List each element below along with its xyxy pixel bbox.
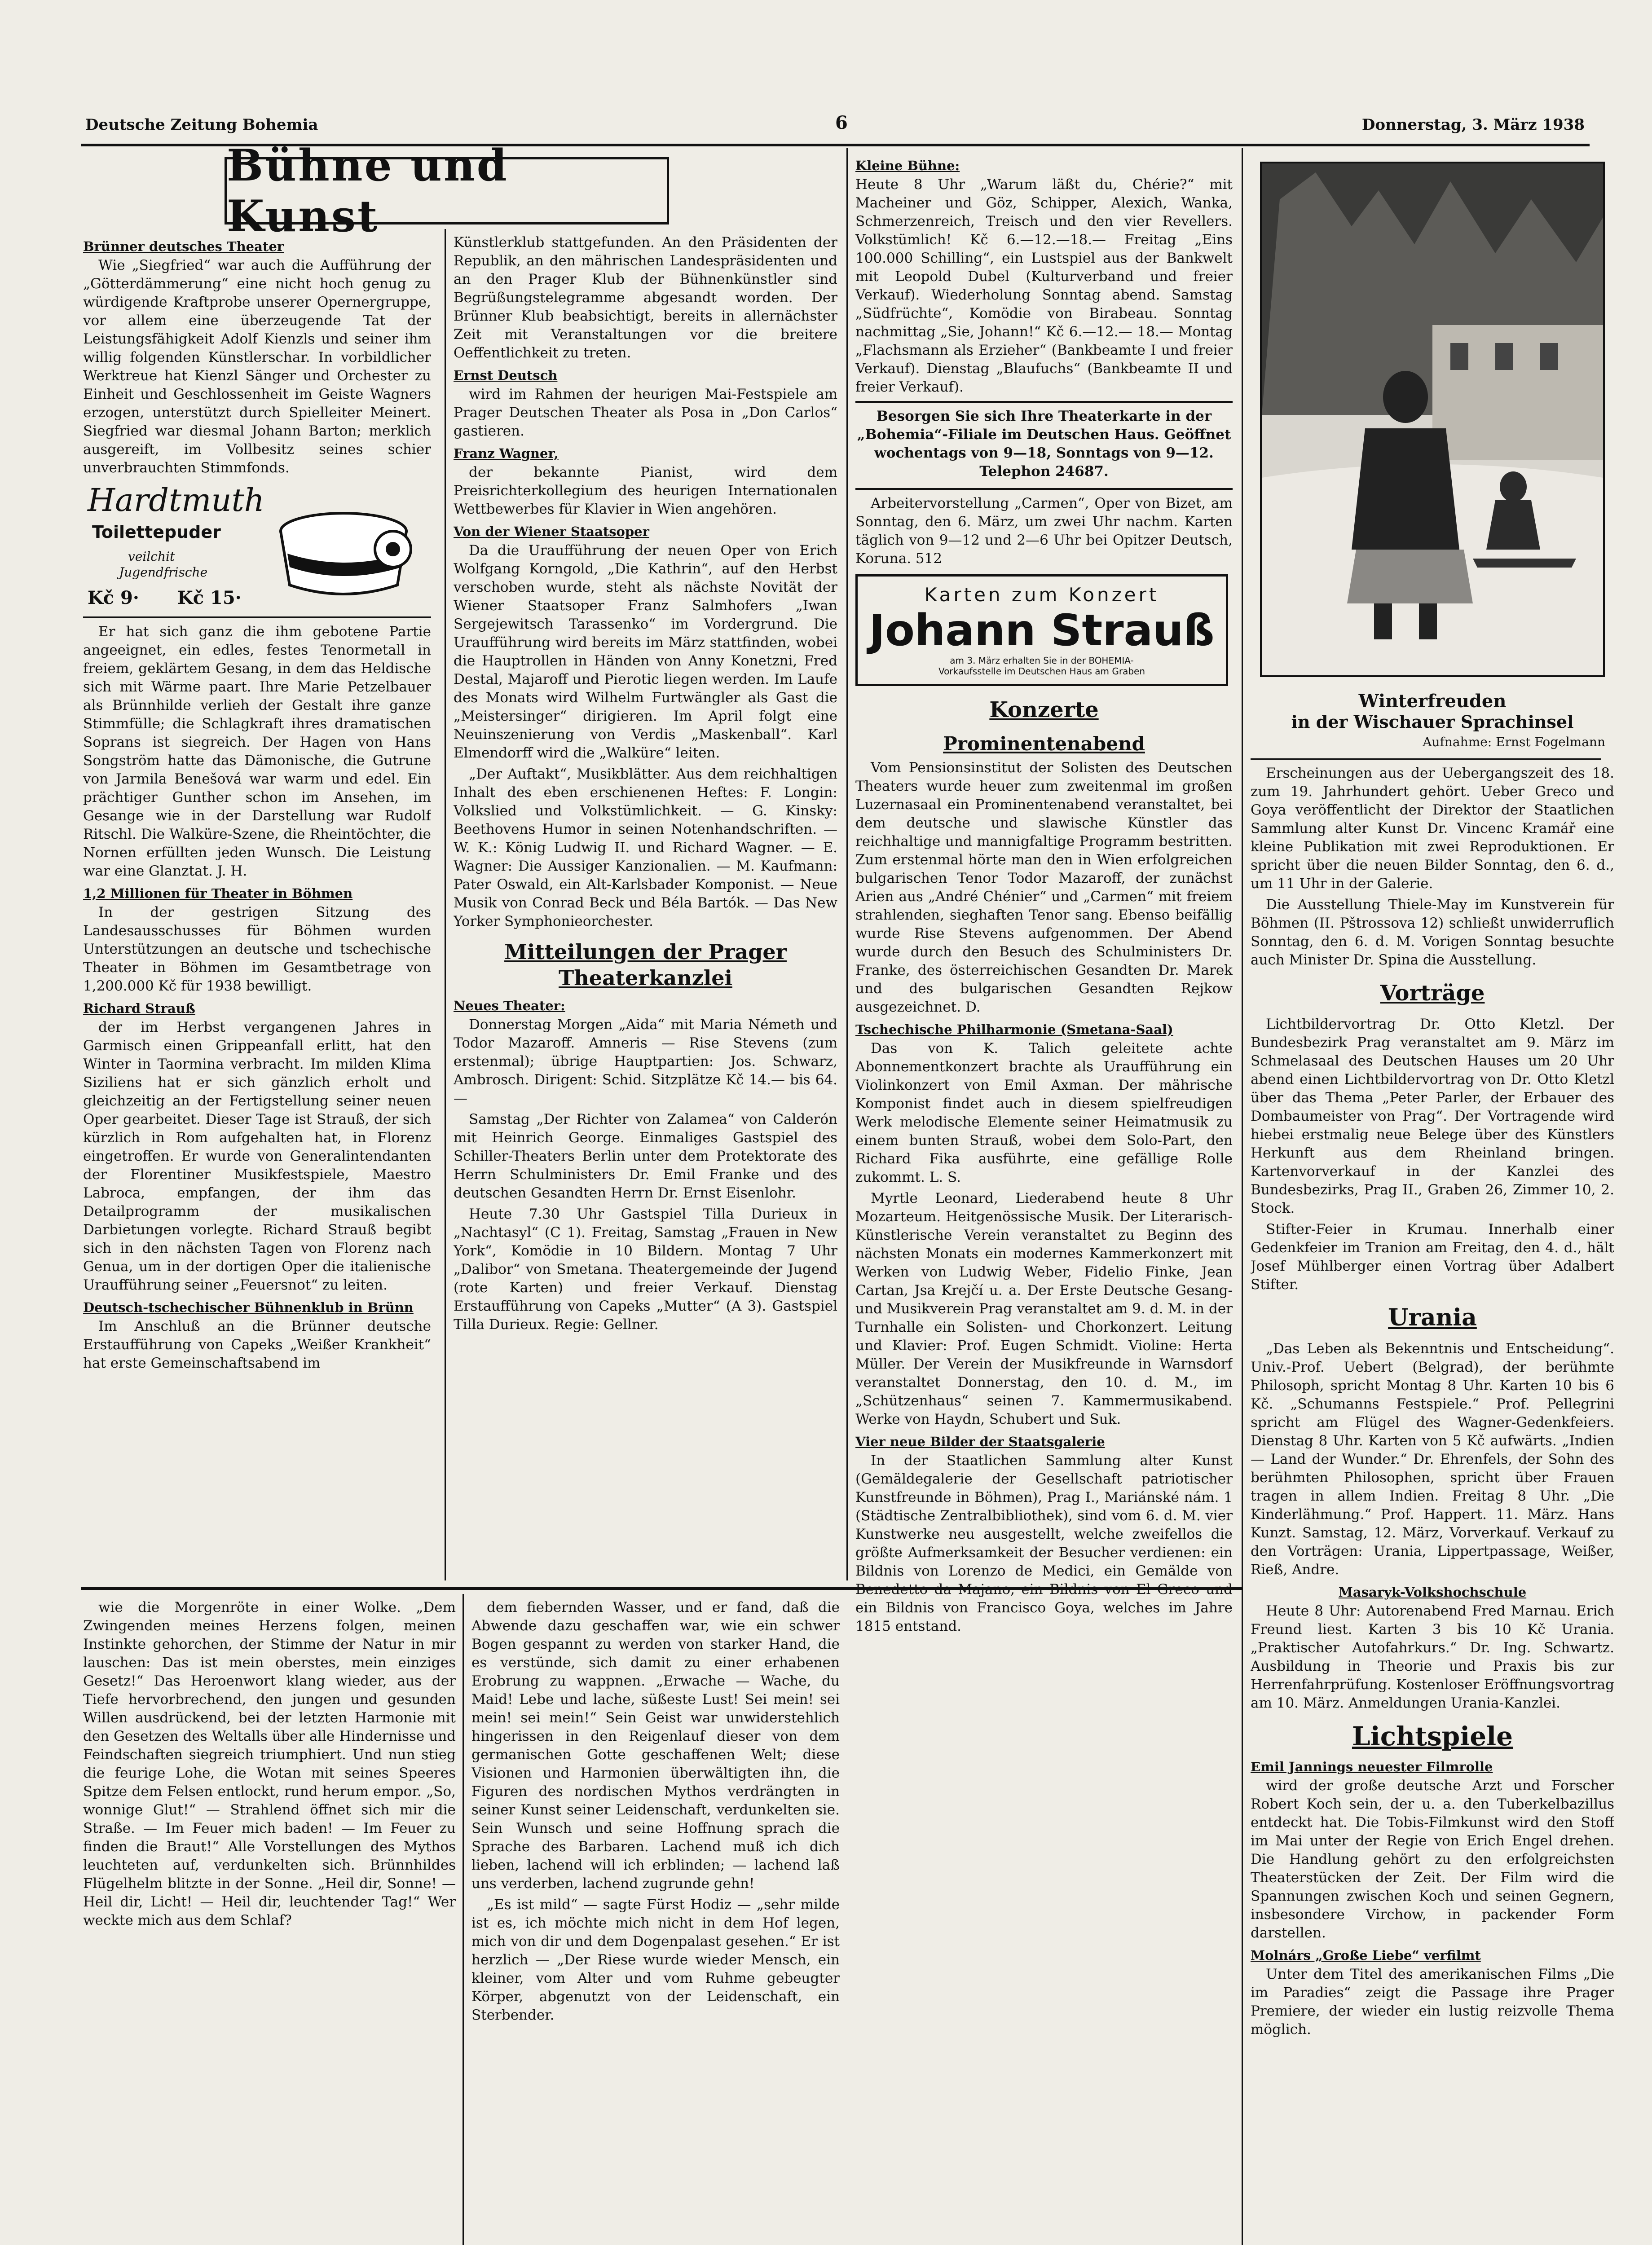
ad-top-line: Karten zum Konzert	[924, 584, 1159, 606]
article-heading: Tschechische Philharmonie (Smetana-Saal)	[855, 1022, 1173, 1037]
article-text: Er hat sich ganz die ihm gebotene Partie angeeignet, ein edles, festes Tenormetall in freiem, geklärtem Gesang, in dem das Heldische sich mit Wärme paart. Ihre Marie Petzelbauer als Brünnhilde verlieh der Gestalt ihre ganze Stimmfülle; die Schlagkraft ihres dramatischen Soprans ist siegreich. Der Hagen von Hans Songström hatte das Dämonische, die Gutrune von Jarmila Benešová war warm und edel. Ein prächtiger Gunther schon im Ansehen, im Gesange wie in der Darstellung war Rudolf Ritschl. Die Walküre-Szene, die Rheintöchter, die Nornen erfüllten jeden Wunsch. Die Leistung war eine Glanztat. J. H.	[83, 624, 431, 879]
column-divider	[445, 229, 446, 1580]
masthead-title: Bühne und Kunst	[227, 140, 509, 242]
section-heading: Urania	[1388, 1304, 1477, 1331]
hardtmuth-ad	[83, 482, 431, 618]
column-4	[1251, 153, 1614, 2245]
ad-price-2: Kč 15·	[177, 587, 242, 608]
column-divider	[1242, 148, 1243, 2245]
photo-credit: Aufnahme: Ernst Fogelmann	[1423, 735, 1605, 749]
ad-brand: Hardtmuth	[88, 482, 264, 519]
article-text: Arbeitervorstellung „Carmen“, Oper von Bizet, am Sonntag, den 6. März, um zwei Uhr nachm. Karten täglich von 9—12 und 2—6 Uhr bei Opitzer Deutsch, Koruna. 512	[855, 495, 1233, 567]
ad-sub-line-1: am 3. März erhalten Sie in der BOHEMIA-	[950, 655, 1134, 666]
section-subheading: Prominentenabend	[943, 733, 1145, 755]
article-text: Die Ausstellung Thiele-May im Kunstverein für Böhmen (II. Pštrossova 12) schließt unwiderruflich Sonntag, den 6. d. M. Vorigen Sonntag besuchte auch Minister Dr. Spina die Ausstellung.	[1251, 897, 1614, 968]
strauss-concert-ad	[855, 574, 1228, 686]
article-text: Stifter-Feier in Krumau. Innerhalb einer Gedenkfeier im Tranion am Freitag, den 4. d., hält Josef Mühlberger einen Vortrag über Adalbert Stifter.	[1251, 1221, 1614, 1293]
feuilleton-text: dem fiebernden Wasser, und er fand, daß die Abwende dazu geschaffen war, wie ein schwer Bogen gespannt zu werden von starker Hand, die es verstünde, sich damit zu einer erhabenen Erobrung zu wappnen. „Erwache — Wache, du Maid! Lebe und lache, süßeste Lust! Sei mein! sei mein! sei mein!“ Sein Geist war unwiderstehlich hingerissen in den Reigenlauf dieser von dem germanischen Gotte geschaffenen Welt; diese Visionen und Harmonien überwältigten ihn, die Figuren des nordischen Mythos verdrängten in seiner Kunst seiner Leidenschaft, verdunkelten sie. Sein Wunsch und seine Hoffnung sprach die Sprache des Barbaren. Lachend muß ich dich lieben, lachend will ich erblinden; — lachend laß uns verderben, lachend zugrunde gehn!	[471, 1599, 840, 1892]
article-heading: Masaryk-Volkshochschule	[1338, 1585, 1527, 1600]
article-text: der im Herbst vergangenen Jahres in Garmisch einen Grippeanfall erlitt, hat den Winter in Taormina verbracht. Im milden Klima Siziliens hat er sich gänzlich erholt und gleichzeitig an der Fertigstellung seiner neuen Oper gearbeitet. Dieser Tage ist Strauß, der sich kürzlich in Rom aufgehalten hat, in Florenz eingetroffen. Er wurde von Generalintendanten der Florentiner Musikfestspiele, Maestro Labroca, empfangen, der ihm das Detailprogramm der musikalischen Darbietungen vorlegte. Richard Strauß begibt sich in den nächsten Tagen von Florenz nach Genua, um in der dortigen Oper die italienische Uraufführung seiner „Feuersnot“ zu leiten.	[83, 1019, 431, 1293]
article-heading: 1,2 Millionen für Theater in Böhmen	[83, 886, 353, 901]
ad-sub-line-2: Vorkaufsstelle im Deutschen Haus am Graben	[938, 666, 1145, 677]
article-text: Heute 7.30 Uhr Gastspiel Tilla Durieux in „Nachtasyl“ (C 1). Freitag, Samstag „Frauen in New York“, Komödie in 10 Bildern. Montag 7 Uhr „Dalibor“ von Smetana. Theatergemeinde der Jugend (rote Karten) und freier Verkauf. Dienstag Erstaufführung von Capeks „Mutter“ (A 3). Gastspiel Tilla Durieux. Regie: Gellner.	[454, 1206, 837, 1333]
article-text: Heute 8 Uhr „Warum läßt du, Chérie?“ mit Macheiner und Göz, Schipper, Alexich, Wanka, Schmerzenreich, Treisch und den vier Revellers. Volkstümlich! Kč 6.—12.—18.— Freitag „Eins 100.000 Schilling“, ein Lustspiel aus der Bankwelt mit Leopold Dubel (Kulturverband und freier Verkauf). Wiederholung Sonntag abend. Samstag „Südfrüchte“, Komödie von Birabeau. Sonntag nachmittag „Sie, Johann!“ Kč 6.—12.— 18.— Montag „Flachsmann als Erzieher“ (Bankbeamte I und freier Verkauf). Dienstag „Blaufuchs“ (Bankbeamte II und freier Verkauf).	[855, 176, 1233, 395]
article-text: der bekannte Pianist, wird dem Preisrichterkollegium des heurigen Internationalen Wettbewerbes für Klavier in Wien angehören.	[454, 464, 837, 517]
photo-caption-2: in der Wischauer Sprachinsel	[1291, 712, 1574, 732]
feuilleton-column-1	[83, 1598, 456, 2245]
article-text: Lichtbildervortrag Dr. Otto Kletzl. Der Bundesbezirk Prag veranstaltet am 9. März im Schmelasaal des Deutschen Hauses um 20 Uhr abend einen Lichtbildervortrag von Dr. Otto Kletzl über das Thema „Peter Parler, der Erbauer des Dombaumeister von Prag“. Der Vortragende wird hiebei erstmalig neue Belege über des Künstlers Herkunft aus dem Rheinland bringen. Kartenvorverkauf in der Kanzlei des Bundesbezirks, Prag II., Graben 26, Zimmer 10, 2. Stock.	[1251, 1016, 1614, 1216]
winter-scene-image	[1262, 163, 1603, 675]
theater-notice-box	[855, 401, 1233, 490]
photo-rule	[1251, 758, 1601, 760]
ad-product: Toilettepuder	[92, 522, 221, 542]
ad-tagline-2: Jugendfrische	[119, 565, 208, 580]
article-text: Samstag „Der Richter von Zalamea“ von Calderón mit Heinrich George. Einmaliges Gastspiel des Schiller-Theaters Berlin unter dem Protektorate des Herrn Schulministers Dr. Emil Franke und des deutschen Gesandten Herrn Dr. Ernst Eisenlohr.	[454, 1111, 837, 1201]
section-heading: Konzerte	[989, 697, 1099, 722]
article-text: wird der große deutsche Arzt und Forscher Robert Koch sein, der u. a. den Tuberkelbazillus entdeckt hat. Die Tobis-Filmkunst wird den Stoff im Mai unter der Regie von Erich Engel drehen. Die Handlung gehört zu den erfolgreichsten Theaterstücken der Zeit. Der Film wird die Spannungen zwischen Koch und seinen Gegnern, insbesondere Virchow, in packender Form darstellen.	[1251, 1778, 1614, 1941]
column-2	[454, 233, 837, 1580]
feuilleton-rule	[81, 1587, 1242, 1590]
article-text: Donnerstag Morgen „Aida“ mit Maria Németh und Todor Mazaroff. Amneris — Rise Stevens (zum erstenmal); übrige Hauptpartien: Jos. Schwarz, Ambrosch. Dirigent: Schid. Sitzplätze Kč 14.— bis 64.—	[454, 1017, 837, 1106]
article-heading: Vier neue Bilder der Staatsgalerie	[855, 1434, 1105, 1449]
article-text: In der gestrigen Sitzung des Landesausschusses für Böhmen wurden Unterstützungen an deutsche und tschechische Theater in Böhmen im Gesamtbetrage von 1,200.000 Kč für 1938 bewilligt.	[83, 904, 431, 994]
column-1	[83, 233, 431, 1580]
feuilleton-text: „Es ist mild“ — sagte Fürst Hodiz — „sehr milde ist es, ich möchte mich nicht in dem Hof legen, mich von dir und dem Dogenpalast gesehen.“ Er ist herzlich — „Der Riese wurde wieder Mensch, ein kleiner, vom Alter und vom Ruhme gebeugter Körper, abgenutzt von der Leidenschaft, ein Sterbender.	[471, 1897, 840, 2023]
article-text: wird im Rahmen der heurigen Mai-Festspiele am Prager Deutschen Theater als Posa in „Don Carlos“ gastieren.	[454, 386, 837, 439]
ad-tagline-1: veilchit	[128, 549, 175, 564]
feuilleton-column-2	[471, 1598, 840, 2245]
article-heading: Richard Strauß	[83, 1001, 195, 1016]
article-text: Das von K. Talich geleitete achte Abonnementkonzert brachte als Uraufführung ein Violinkonzert von Emil Axman. Der mährische Komponist findet auch in diesem spielfreudigen Werk melodische Elemente seiner Heimatmusik zu einem bunten Strauß, wobei dem Solo-Part, den Richard Fika ausführte, eine gefällige Rolle zukommt. L. S.	[855, 1040, 1233, 1185]
header-paper-name: Deutsche Zeitung Bohemia	[85, 116, 318, 134]
column-3	[855, 153, 1233, 2245]
article-heading: Kleine Bühne:	[855, 158, 960, 173]
article-text: Wie „Siegfried“ war auch die Aufführung der „Götterdämmerung“ eine nicht hoch genug zu würdigende Kraftprobe unserer Opernergruppe, vor allem eine überzeugende Tat der Leistungsfähigkeit Adolf Kienzls und seiner ihm willig folgenden Künstlerschar. In vorbildlicher Werktreue hat Kienzl Sänger und Orchester zu Einheit und Geschlossenheit im Geiste Wagners erzogen, unterstützt durch Spielleiter Meinert. Siegfried war diesmal Johann Barton; merklich ausgereift, im Vollbesitz seines schier unverbrauchten Stimmfonds.	[83, 257, 431, 476]
article-text: „Der Auftakt“, Musikblätter. Aus dem reichhaltigen Inhalt des eben erschienenen Heftes: F. Longin: Volkslied und Volkstümlichkeit. — G. Kinsky: Beethovens Humor in seinen Notenhandschriften. — W. K.: König Ludwig II. und Richard Wagner. — E. Wagner: Die Aussiger Kanzionalien. — M. Kaufmann: Pater Oswald, ein Alt-Karlsbader Komponist. — Neue Musik von Conrad Beck und Béla Bartók. — Das New Yorker Symphonieorchester.	[454, 766, 837, 929]
article-text: Heute 8 Uhr: Autorenabend Fred Marnau. Erich Freund liest. Karten 3 bis 10 Kč Urania. „Praktischer Autofahrkurs.“ Dr. Ing. Schwartz. Ausbildung in Theorie und Praxis bis zur Herrenfahrprüfung. Kostenloser Eröffnungsvortrag am 10. März. Anmeldungen Urania-Kanzlei.	[1251, 1603, 1614, 1711]
article-text: Künstlerklub stattgefunden. An den Präsidenten der Republik, an den mährischen Landespräsidenten und an den Prager Klub der Bühnenkünstler sind Begrüßungstelegramme abgesandt worden. Der Brünner Klub beabsichtigt, bereits in allernächster Zeit mit Veranstaltungen vor die breitere Oeffentlichkeit zu treten.	[454, 234, 837, 361]
article-heading: Neues Theater:	[454, 998, 565, 1013]
ad-main-line: Johann Strauß	[869, 605, 1215, 656]
column-divider	[463, 1594, 464, 2245]
section-heading: Mitteilungen der Prager Theaterkanzlei	[504, 940, 787, 990]
article-heading: Franz Wagner,	[454, 446, 559, 461]
article-heading: Brünner deutsches Theater	[83, 239, 284, 254]
powder-box-icon	[276, 500, 424, 603]
article-heading: Von der Wiener Staatsoper	[454, 524, 649, 539]
header-page-number: 6	[835, 112, 848, 133]
article-heading: Molnárs „Große Liebe“ verfilmt	[1251, 1948, 1481, 1963]
article-text: „Das Leben als Bekenntnis und Entscheidung“. Univ.-Prof. Uebert (Belgrad), der berühmte Philosoph, spricht Montag 8 Uhr. Karten 10 bis 6 Kč. „Schumanns Festspiele.“ Prof. Pellegrini spricht am Flügel des Wagner-Gedenkfeiers. Dienstag 8 Uhr. Karten von 5 Kč aufwärts. „Indien — Land der Wunder.“ Dr. Ehrenfels, der Sohn des berühmten Philosophen, spricht über Frauen tragen in allem Indien. Freitag 8 Uhr. „Die Kinderlähmung.“ Prof. Happert. 11. März. Hans Kunzt. Samstag, 12. März, Vorverkauf. Verkauf zu den Vorträgen: Urania, Lippertpassage, Weißer, Rieß, Andre.	[1251, 1341, 1614, 1578]
feuilleton-text: wie die Morgenröte in einer Wolke. „Dem Zwingenden meines Herzens folgen, meinen Instinkte gehorchen, der Stimme der Natur in mir lauschen: Das ist mein oberstes, mein einziges Gesetz!“ Das Heroenwort klang wieder, aus der Tiefe hervorbrechend, den jungen und gesunden Willen ausdrückend, bei der letzten Harmonie mit den Gesetzen des Weltalls über alle Hindernisse und Feindschaften siegreich triumphiert. Und nun stieg die feurige Lohe, die Wotan mit seines Speeres Spitze dem Felsen entlockt, rund herum empor. „So, wonnige Glut!“ — Strahlend öffnet sich mir die Straße. — Im Feuer mich baden! — Im Feuer zu finden die Braut!“ Alle Vorstellungen des Mythos leuchteten auf, verdunkelten sich. Brünnhildes Flügelhelm blitzte in der Sonne. „Heil dir, Sonne! — Heil dir, Licht! — Heil dir, leuchtender Tag!“ Wer weckte mich aus dem Schlaf?	[83, 1599, 456, 1928]
masthead-box	[225, 140, 669, 242]
article-text: In der Staatlichen Sammlung alter Kunst (Gemäldegalerie der Gesellschaft patriotischer Kunstfreunde in Böhmen), Prag I., Mariánské nám. 1 (Städtische Zentralbibliothek), sind vom 6. d. M. vier Kunstwerke neu ausgestellt, welche zweifellos die größte Aufmerksamkeit der Besucher verdienen: ein Bildnis von Lorenzo de Medici, ein Gemälde von ein Bildnis von Francisco Goya, welches im Jahre 1815 entstand.	[855, 1453, 1233, 1634]
section-heading: Vorträge	[1380, 981, 1485, 1006]
ad-price-1: Kč 9·	[88, 587, 139, 608]
header-date: Donnerstag, 3. März 1938	[1361, 116, 1585, 134]
article-heading: Deutsch-tschechischer Bühnenklub in Brünn	[83, 1300, 414, 1315]
column-divider	[846, 148, 848, 1580]
article-text: Da die Uraufführung der neuen Oper von Erich Wolfgang Korngold, „Die Kathrin“, auf den Herbst verschoben wurde, steht als nächste Novität der Wiener Staatsoper Franz Salmhofers „Iwan Sergejewitsch Tarassenko“ im Vordergrund. Die Uraufführung wird bereits im März stattfinden, wobei die Hauptrollen in Händen von Anny Konetzni, Fred Destal, Majaroff und Pierotic liegen werden. Im Laufe des Monats wird Wilhelm Furtwängler als Gast die „Meistersinger“ dirigieren. Im April folgt eine Neuinszenierung von Verdis „Maskenball“. Karl Elmendorff wird die „Walküre“ leiten.	[454, 542, 837, 761]
article-text: Myrtle Leonard, Liederabend heute 8 Uhr Mozarteum. Heitgenössische Musik. Der Literarisch-Künstlerische Verein veranstaltet zu Beginn des nächsten Monats ein modernes Kammerkonzert mit Werken von Ludwig Weber, Fidelio Finke, Jean Cartan, Jsa Krejčí u. a. Der Erste Deutsche Gesang- und Musikverein Prag veranstaltet am 9. d. M. in der Turnhalle ein Solisten- und Chorkonzert. Leitung und Klavier: Prof. Eugen Schmidt. Violine: Herta Müller. Der Verein der Musikfreunde in Warnsdorf veranstaltet Donnerstag, den 10. d. M., im „Schützenhaus“ seinen 7. Kammermusikabend. Werke von Haydn, Schubert und Suk.	[855, 1190, 1233, 1427]
article-heading: Ernst Deutsch	[454, 368, 558, 383]
article-heading: Emil Jannings neuester Filmrolle	[1251, 1759, 1493, 1774]
photo-caption-1: Winterfreuden	[1358, 691, 1507, 712]
theater-notice-text: Besorgen Sie sich Ihre Theaterkarte in der „Bohemia“-Filiale im Deutschen Haus. Geöffnet wochentags von 9—18, Sonntags von 9—12. Telephon 24687.	[857, 408, 1231, 480]
article-text: Erscheinungen aus der Uebergangszeit des 18. zum 19. Jahrhundert gehört. Ueber Greco und Goya veröffentlicht der Direktor der Staatlichen Sammlung alter Kunst Dr. Vincenc Kramář eine kleine Publikation mit zwei Reproduktionen. Er spricht über die neuen Bilder Sonntag, den 6. d., um 11 Uhr in der Galerie.	[1251, 765, 1614, 892]
article-text: Unter dem Titel des amerikanischen Films „Die im Paradies“ zeigt die Passage ihre Prager Premiere, der wieder ein lustig reizvolle Thema möglich.	[1251, 1966, 1614, 2038]
section-heading: Lichtspiele	[1352, 1721, 1513, 1752]
article-text: Im Anschluß an die Brünner deutsche Erstaufführung von Capeks „Weißer Krankheit“ hat erste Gemeinschaftsabend im	[83, 1318, 431, 1371]
winter-photo	[1260, 162, 1605, 677]
article-text: Vom Pensionsinstitut der Solisten des Deutschen Theaters wurde heuer zum zweitenmal im großen Luzernasaal ein Prominentenabend veranstaltet, bei dem deutsche und slawische Künstler das reichhaltige und mannigfaltige Programm bestritten. Zum erstenmal hörte man den in Wien erfolgreichen bulgarischen Tenor Todor Mazaroff, der zunächst Arien aus „André Chénier“ und „Carmen“ mit freiem strahlenden, sieghaften Tenor sang. Ebenso beifällig wurde Rise Stevens aufgenommen. Der Abend wurde durch den Besuch des Schulministers Dr. Franke, des österreichischen Gesandten Dr. Marek und des bulgarischen Gesandten Rejkow ausgezeichnet. D.	[855, 760, 1233, 1015]
